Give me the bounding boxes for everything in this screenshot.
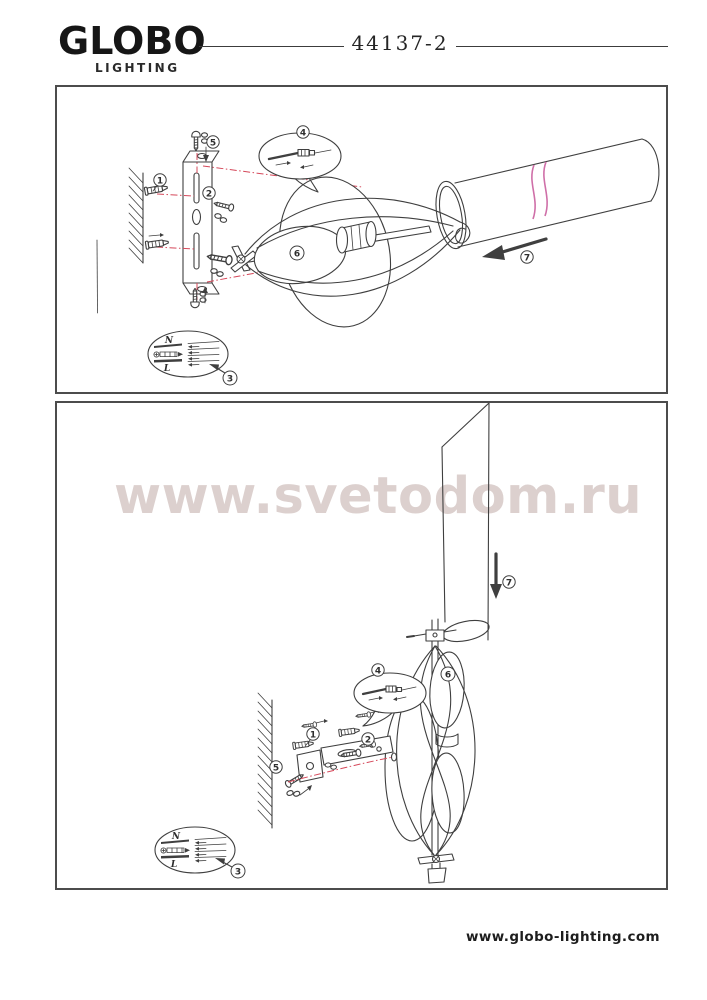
svg-text:5: 5 — [209, 138, 217, 149]
fixture-backplate — [385, 695, 439, 841]
svg-text:4: 4 — [374, 666, 382, 677]
step-label-4 — [297, 126, 309, 139]
assembly-drawing-top — [57, 87, 666, 392]
svg-text:7: 7 — [505, 578, 513, 589]
lamp-fixture — [231, 165, 431, 339]
step-label-2 — [203, 187, 215, 200]
bracket-screw-upper — [213, 200, 234, 223]
wall-anchor-dowel — [144, 184, 169, 250]
svg-text:1: 1 — [156, 176, 164, 187]
assembly-panel-top — [55, 85, 668, 394]
wiring-diagram-inset — [155, 827, 235, 873]
neutral-label: N — [171, 832, 181, 842]
svg-text:6: 6 — [444, 670, 452, 681]
svg-text:3: 3 — [234, 867, 242, 878]
bottom-finial — [418, 854, 454, 883]
footer-url: www.globo-lighting.com — [466, 929, 660, 945]
svg-text:3: 3 — [226, 374, 234, 385]
assembly-drawing-bottom — [57, 403, 666, 888]
svg-text:1: 1 — [309, 730, 317, 741]
wiring-diagram-inset — [148, 331, 228, 377]
svg-text:6: 6 — [293, 249, 301, 260]
shade-break-line — [532, 165, 535, 219]
header-rule-left — [199, 46, 344, 47]
wall-section — [258, 693, 272, 828]
live-label: L — [170, 860, 178, 870]
live-label: L — [163, 364, 171, 374]
step-label-7 — [503, 576, 515, 589]
step-label-3 — [231, 864, 245, 878]
svg-text:5: 5 — [272, 763, 280, 774]
svg-text:2: 2 — [364, 735, 372, 746]
step-label-1 — [307, 728, 319, 741]
slide-direction-arrow — [482, 239, 546, 260]
assembly-panel-bottom — [55, 401, 668, 890]
step-label-3 — [223, 371, 237, 385]
wall-section — [97, 168, 143, 313]
neutral-label: N — [164, 336, 174, 346]
model-number: 44137-2 — [351, 31, 449, 55]
step-label-5 — [207, 136, 219, 149]
watermark: www.svetodom.ru — [114, 467, 643, 526]
step-label-4 — [372, 664, 384, 677]
brand-logo: GLOBO — [58, 19, 206, 63]
brand-logo-subtitle: LIGHTING — [95, 61, 180, 75]
step-label-2 — [362, 733, 374, 746]
svg-text:4: 4 — [299, 128, 307, 139]
step-label-6 — [290, 246, 304, 260]
lamp-body-upper — [427, 651, 466, 729]
lamp-body-lower — [430, 752, 466, 834]
step-label-1 — [154, 174, 166, 187]
svg-text:2: 2 — [205, 189, 213, 200]
step-label-6 — [441, 667, 455, 681]
glass-shade-cylinder — [431, 139, 659, 251]
shade-break-line — [544, 162, 547, 216]
step-label-5 — [270, 761, 282, 774]
lamp-fixture — [385, 619, 475, 883]
slide-direction-arrow — [490, 554, 502, 599]
glass-shade-cylinder — [441, 403, 491, 645]
svg-text:7: 7 — [523, 253, 531, 264]
step-label-7 — [521, 251, 533, 264]
header-rule-right — [456, 46, 668, 47]
